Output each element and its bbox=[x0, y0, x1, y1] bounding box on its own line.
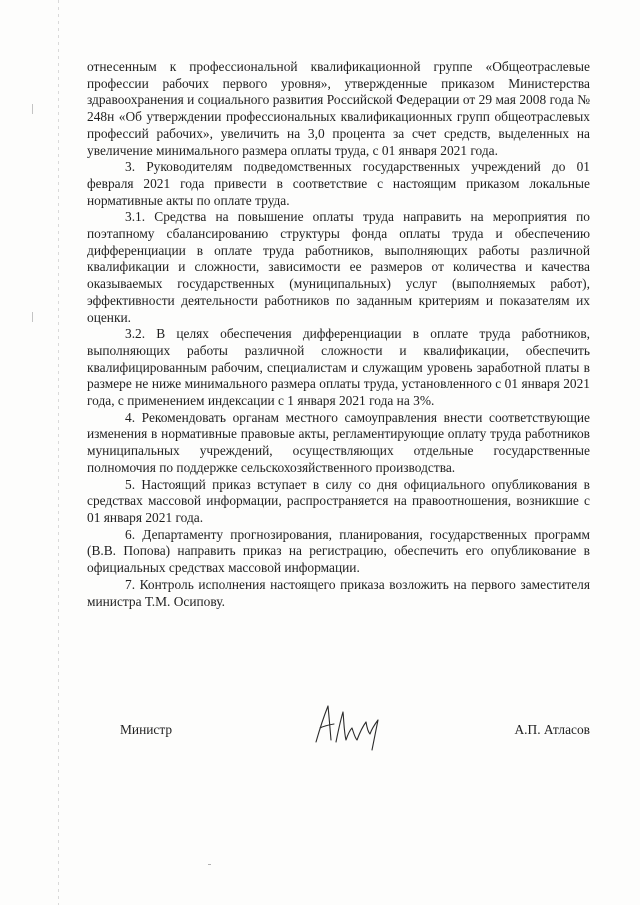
paragraph-continuation: отнесенным к профессиональной квалификационной группе «Общеотраслевые профессии рабочих первого уровня», утвержденные приказом Министерства здравоохранения и социального развития Российской Федерации от 29 мая 2008 года № 248н «Об утверждении профессиональных квалификационных групп общеотраслевых профессий рабочих», увеличить на 3,0 процента за счет средств, выделенных на увеличение минимального размера оплаты труда, с 01 января 2021 года. bbox=[87, 59, 590, 158]
paragraph-7: 7. Контроль исполнения настоящего приказа возложить на первого заместителя министра Т.М. Осипову. bbox=[87, 576, 590, 609]
paragraph-6: 6. Департаменту прогнозирования, планирования, государственных программ (В.В. Попова) направить приказ на регистрацию, обеспечить его опубликование в официальных средствах массовой информации. bbox=[87, 526, 590, 576]
handwritten-signature bbox=[310, 698, 390, 754]
signatory-title: Министр bbox=[120, 722, 173, 737]
paragraph-5: 5. Настоящий приказ вступает в силу со дня официального опубликования в средствах массовой информации, распространяется на правоотношения, возникшие с 01 января 2021 года. bbox=[87, 476, 590, 525]
binding-margin-line bbox=[58, 0, 59, 905]
margin-mark bbox=[32, 104, 39, 114]
document-body bbox=[87, 59, 590, 610]
signatory-name: А.П. Атласов bbox=[514, 722, 590, 737]
signature-block bbox=[120, 722, 590, 782]
margin-mark bbox=[32, 312, 39, 322]
paragraph-3-1: 3.1. Средства на повышение оплаты труда направить на мероприятия по поэтапному сбалансированию структуры фонда оплаты труда и обеспечению дифференциации в оплате труда работников, выполняющих работы различной квалификации и сложности, зависимости ее размеров от количества и качества оказываемых государственных (муниципальных) услуг (выполняемых работ), эффективности деятельности работников по заданным критериям и показателям их оценки. bbox=[87, 209, 590, 325]
paragraph-3: 3. Руководителям подведомственных государственных учреждений до 01 февраля 2021 года привести в соответствие с настоящим приказом локальные нормативные акты по оплате труда. bbox=[87, 159, 590, 208]
scan-artifact bbox=[208, 864, 211, 865]
paragraph-4: 4. Рекомендовать органам местного самоуправления внести соответствующие изменения в нормативные правовые акты, регламентирующие оплату труда работников муниципальных учреждений, осуществляющих отдельные государственные полномочия по поддержке сельскохозяйственного производства. bbox=[87, 409, 590, 475]
paragraph-3-2: 3.2. В целях обеспечения дифференциации в оплате труда работников, выполняющих работы различной сложности и квалификации, обеспечить квалифицированным рабочим, специалистам и служащим уровень заработной платы в размере не ниже минимального размера оплаты труда, установленного с 01 января 2021 года, с применением индексации с 1 января 2021 года на 3%. bbox=[87, 326, 590, 409]
